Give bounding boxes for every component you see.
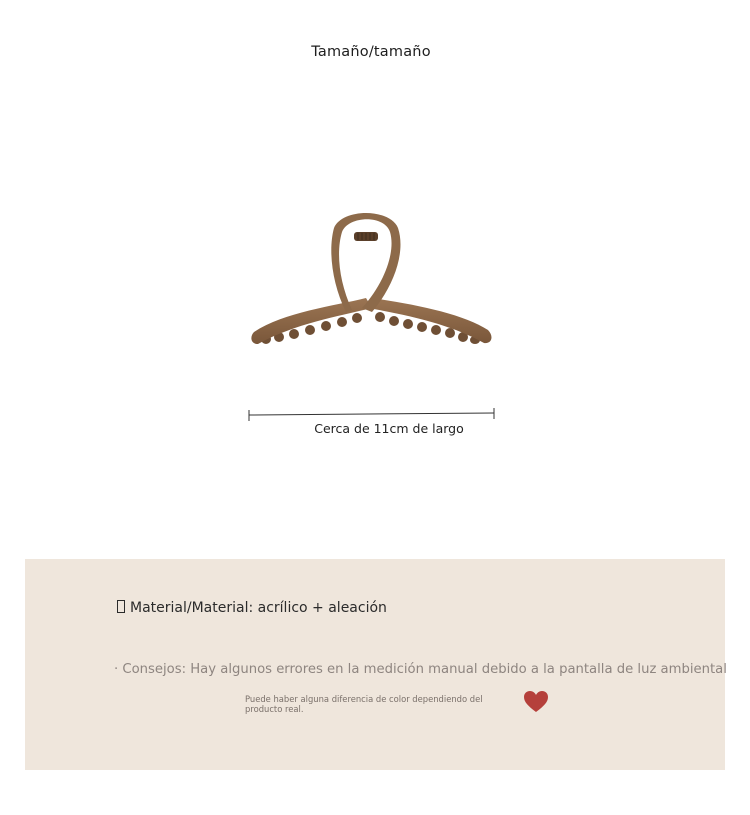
material-text: Material/Material: acrílico + aleación [130,600,387,616]
measurement-ruler [248,408,495,422]
tips-text: · Consejos: Hay algunos errores en la medición manual debido a la pantalla de luz ambiental [114,662,727,677]
material-line [117,600,387,616]
hair-claw-clip-image [244,212,498,354]
measurement-caption: Cerca de 11cm de largo [314,421,464,436]
info-panel [25,559,725,770]
color-note: Puede haber alguna diferencia de color dependiendo del producto real. [245,694,483,714]
heart-icon [523,690,549,714]
page-title: Tamaño/tamaño [311,44,431,60]
bullet-box-icon [117,600,125,613]
